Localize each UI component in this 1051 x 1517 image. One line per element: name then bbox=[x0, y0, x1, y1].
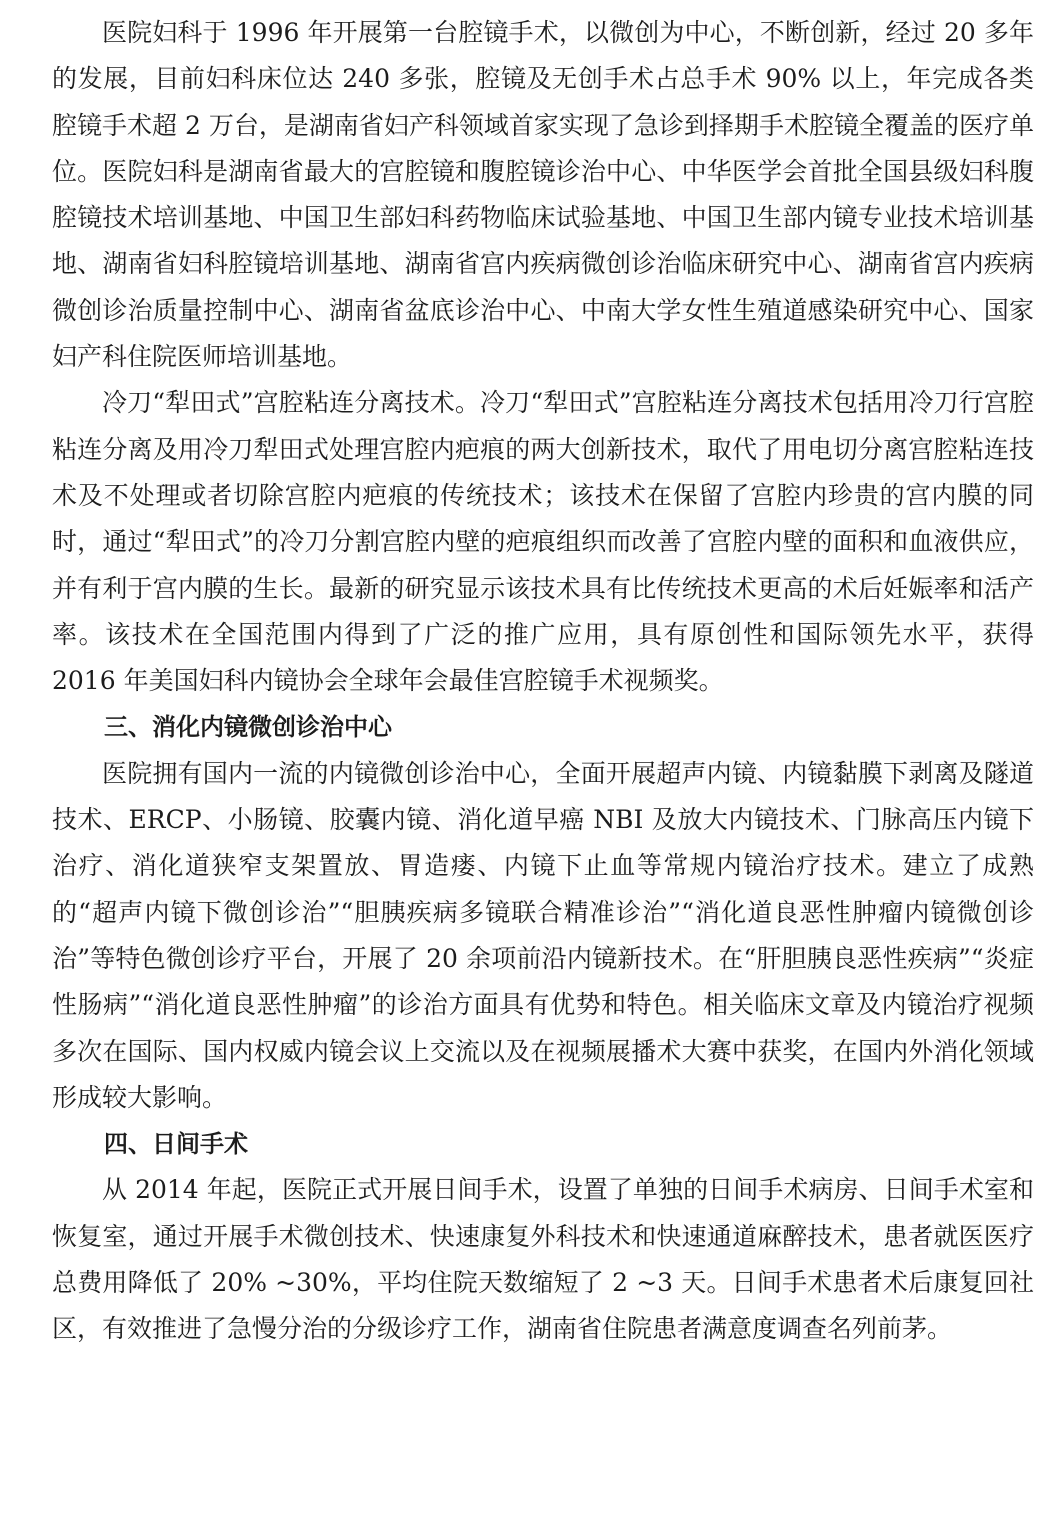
document-page bbox=[52, 10, 1034, 1353]
section-heading-day-surgery: 四、日间手术 bbox=[104, 1130, 248, 1159]
paragraph-cold-knife-technique: 冷刀“犁田式”宫腔粘连分离技术。冷刀“犁田式”宫腔粘连分离技术包括用冷刀行宫腔粘连分离及用冷刀犁田式处理宫腔内疤痕的两大创新技术，取代了用电切分离宫腔粘连技术及不处理或者切除宫腔内疤痕的传统技术；该技术在保留了宫腔内珍贵的宫内膜的同时，通过“犁田式”的冷刀分割宫腔内壁的疤痕组织而改善了宫腔内壁的面积和血液供应，并有利于宫内膜的生长。最新的研究显示该技术具有比传统技术更高的术后妊娠率和活产率。该技术在全国范围内得到了广泛的推广应用，具有原创性和国际领先水平，获得 2016 年美国妇科内镜协会全球年会最佳宫腔镜手术视频奖。 bbox=[52, 388, 1034, 696]
paragraph-gynecology: 医院妇科于 1996 年开展第一台腔镜手术，以微创为中心，不断创新，经过 20 多年的发展，目前妇科床位达 240 多张，腔镜及无创手术占总手术 90% 以上，年完成各类腔镜手术超 2 万台，是湖南省妇产科领域首家实现了急诊到择期手术腔镜全覆盖的医疗单位。医院妇科是湖南省最大的宫腔镜和腹腔镜诊治中心、中华医学会首批全国县级妇科腹腔镜技术培训基地、中国卫生部妇科药物临床试验基地、中国卫生部内镜专业技术培训基地、湖南省妇科腔镜培训基地、湖南省宫内疾病微创诊治临床研究中心、湖南省宫内疾病微创诊治质量控制中心、湖南省盆底诊治中心、中南大学女性生殖道感染研究中心、国家妇产科住院医师培训基地。 bbox=[52, 18, 1034, 372]
paragraph-endoscopy-center: 医院拥有国内一流的内镜微创诊治中心，全面开展超声内镜、内镜黏膜下剥离及隧道技术、ERCP、小肠镜、胶囊内镜、消化道早癌 NBI 及放大内镜技术、门脉高压内镜下治疗、消化道狭窄支架置放、胃造瘘、内镜下止血等常规内镜治疗技术。建立了成熟的“超声内镜下微创诊治”“胆胰疾病多镜联合精准诊治”“消化道良恶性肿瘤内镜微创诊治”等特色微创诊疗平台，开展了 20 余项前沿内镜新技术。在“肝胆胰良恶性疾病”“炎症性肠病”“消化道良恶性肿瘤”的诊治方面具有优势和特色。相关临床文章及内镜治疗视频多次在国际、国内权威内镜会议上交流以及在视频展播术大赛中获奖，在国内外消化领域形成较大影响。 bbox=[52, 758, 1034, 1112]
section-heading-endoscopy-center: 三、消化内镜微创诊治中心 bbox=[104, 713, 392, 742]
paragraph-day-surgery: 从 2014 年起，医院正式开展日间手术，设置了单独的日间手术病房、日间手术室和恢复室，通过开展手术微创技术、快速康复外科技术和快速通道麻醉技术，患者就医医疗总费用降低了 20% ~30%，平均住院天数缩短了 2 ~3 天。日间手术患者术后康复回社区，有效推进了急慢分治的分级诊疗工作，湖南省住院患者满意度调查名列前茅。 bbox=[52, 1175, 1034, 1344]
